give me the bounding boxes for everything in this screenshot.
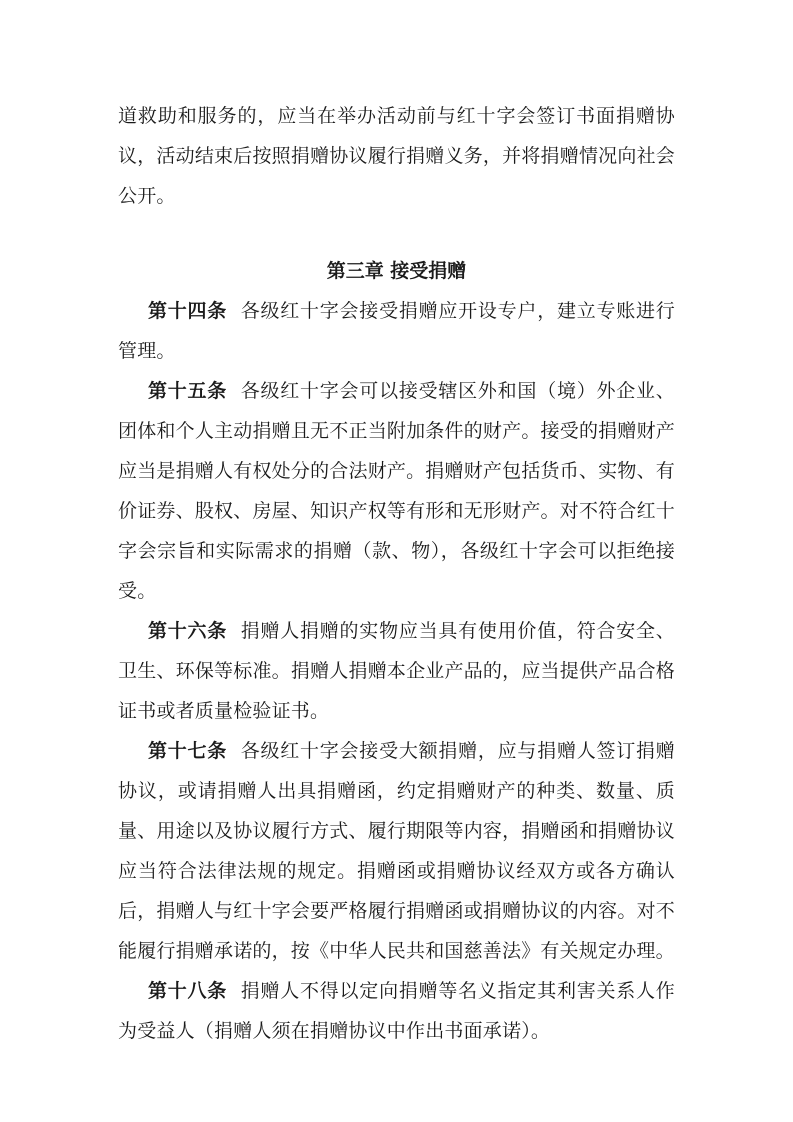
article-number: 第十四条 [148,300,228,322]
article-15 [118,371,675,611]
article-text: 各级红十字会可以接受辖区外和国（境）外企业、团体和个人主动捐赠且无不正当附加条件的财产。接受的捐赠财产应当是捐赠人有权处分的合法财产。捐赠财产包括货币、实物、有价证券、股权、房屋、知识产权等有形和无形财产。对不符合红十字会宗旨和实际需求的捐赠（款、物），各级红十字会可以拒绝接受。 [118,380,676,602]
article-number: 第十七条 [148,740,228,762]
article-text: 捐赠人捐赠的实物应当具有使用价值，符合安全、卫生、环保等标准。捐赠人捐赠本企业产品的，应当提供产品合格证书或者质量检验证书。 [118,620,676,722]
article-text: 各级红十字会接受大额捐赠，应与捐赠人签订捐赠协议，或请捐赠人出具捐赠函，约定捐赠财产的种类、数量、质量、用途以及协议履行方式、履行期限等内容，捐赠函和捐赠协议应当符合法律法规的规定。捐赠函或捐赠协议经双方或各方确认后，捐赠人与红十字会要严格履行捐赠函或捐赠协议的内容。对不能履行捐赠承诺的，按《中华人民共和国慈善法》有关规定办理。 [118,740,676,962]
article-text: 各级红十字会接受捐赠应开设专户，建立专账进行管理。 [118,300,676,362]
article-16 [118,611,675,731]
article-number: 第十五条 [148,380,228,402]
chapter-title: 第三章 接受捐赠 [326,260,467,282]
article-number: 第十六条 [148,620,228,642]
article-text: 捐赠人不得以定向捐赠等名义指定其利害关系人作为受益人（捐赠人须在捐赠协议中作出书面承诺）。 [118,980,676,1042]
intro-paragraph: 道救助和服务的，应当在举办活动前与红十字会签订书面捐赠协议，活动结束后按照捐赠协议履行捐赠义务，并将捐赠情况向社会公开。 [118,105,675,207]
article-14 [118,291,675,371]
article-number: 第十八条 [148,980,228,1002]
article-17 [118,731,675,971]
document-page [118,96,675,1051]
article-18 [118,971,675,1051]
